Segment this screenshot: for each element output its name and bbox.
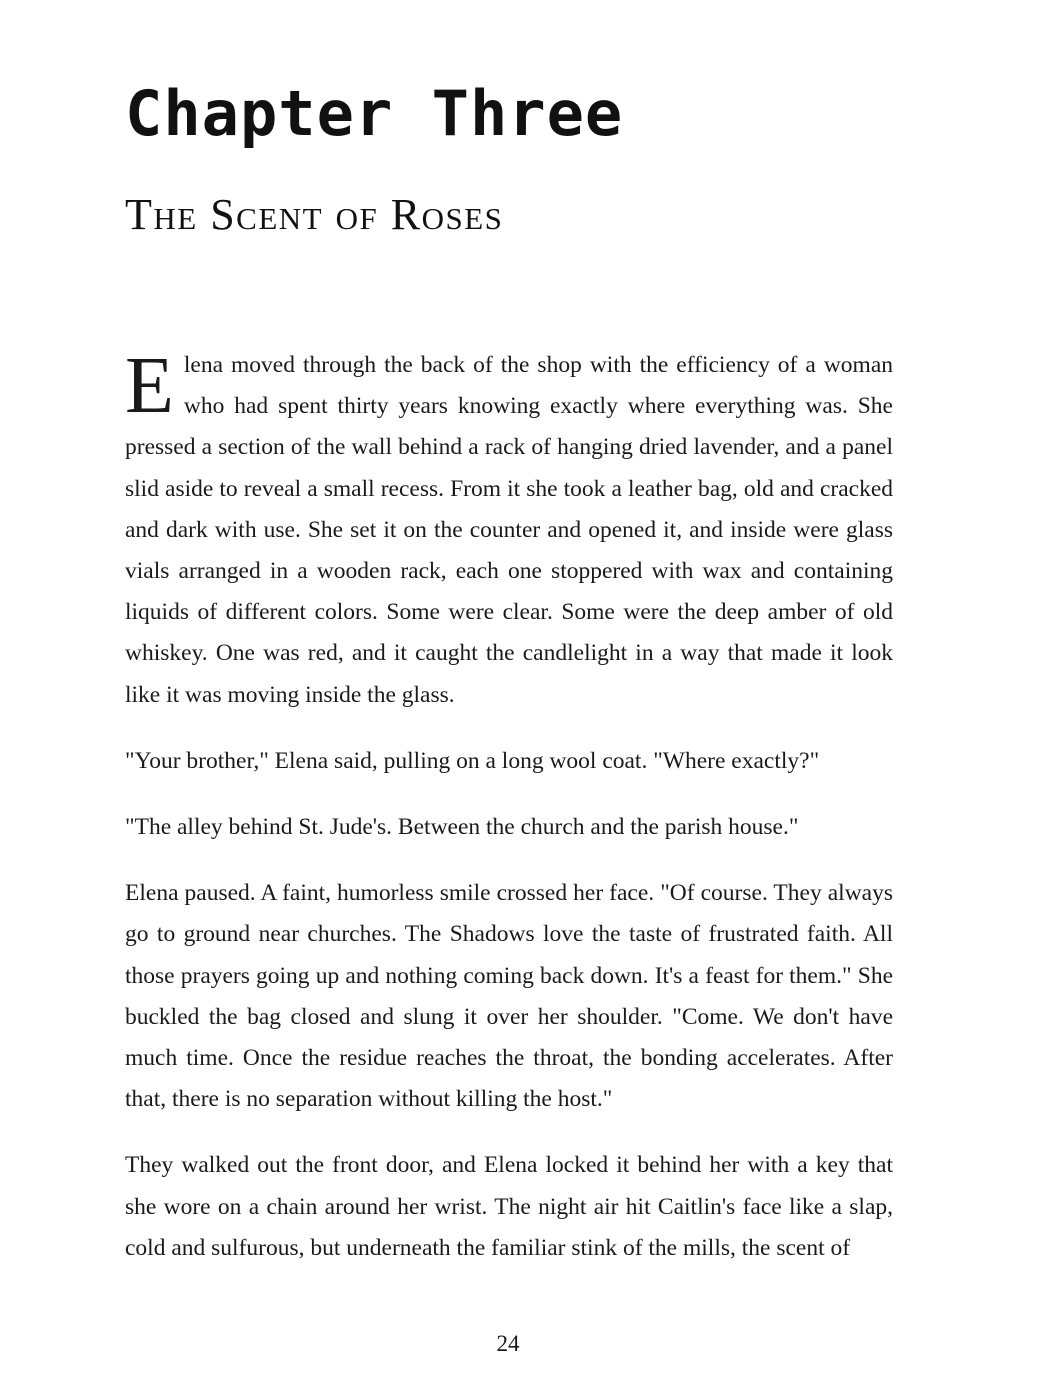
paragraph-2: "Your brother," Elena said, pulling on a long wool coat. "Where exactly?" [125, 747, 820, 774]
paragraph-4: Elena paused. A faint, humorless smile crossed her face. "Of course. They always go to ground near churches. The Shadows love the taste of frustrated faith. All those prayers going up and nothing coming back down. It's a feast for them." She buckled the bag closed and slung it over her shoulder. "Come. We don't have much time. Once the residue reaches the throat, the bonding accelerates. After that, there is no separation without killing the host." [125, 880, 893, 1113]
chapter-title: Chapter Three [125, 77, 624, 150]
page-number: 24 [496, 1331, 520, 1356]
paragraph-3: "The alley behind St. Jude's. Between the church and the parish house." [125, 814, 799, 841]
paragraph-1 [125, 342, 893, 716]
chapter-body [125, 342, 893, 1294]
chapter-subtitle: The Scent of Roses [125, 190, 504, 239]
paragraph-1-text: lena moved through the back of the shop with the efficiency of a woman who had spent thirty years knowing exactly where everything was. She pressed a section of the wall behind a rack of hanging dried lavender, and a panel slid aside to reveal a small recess. From it she took a leather bag, old and cracked and dark with use. She set it on the counter and opened it, and inside were glass vials arranged in a wooden rack, each one stoppered with wax and containing liquids of different colors. Some were clear. Some were the deep amber of old whiskey. One was red, and it caught the candlelight in a way that made it look like it was moving inside the glass. [125, 352, 893, 708]
drop-cap: E [125, 342, 174, 430]
paragraph-5: They walked out the front door, and Elena locked it behind her with a key that she wore on a chain around her wrist. The night air hit Caitlin's face like a slap, cold and sulfurous, but underneath the familiar stink of the mills, the scent of [125, 1152, 893, 1261]
